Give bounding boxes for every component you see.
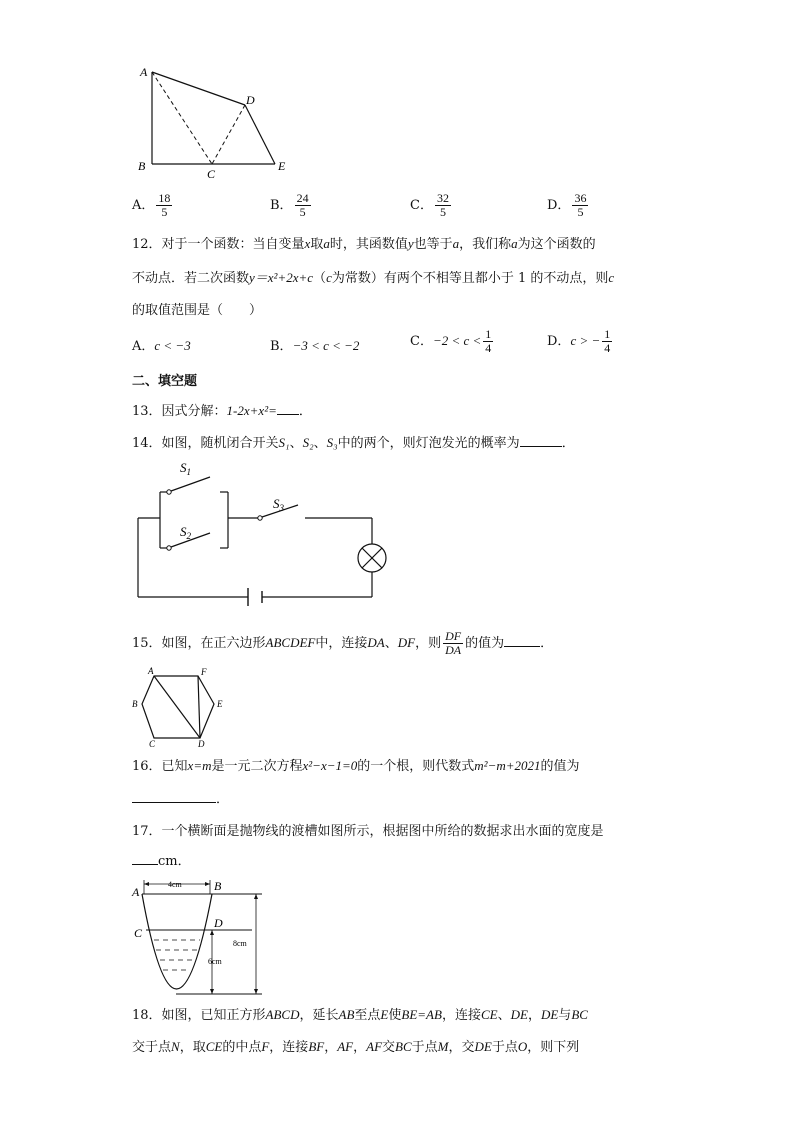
q16-line-2: ． xyxy=(132,788,229,807)
q12-line-2: 不动点．若二次函数y＝x²+2x+c（c为常数）有两个不相等且都小于 1 的不动点，则c xyxy=(132,270,615,286)
circuit-label-s2: $S_2$ xyxy=(180,524,191,541)
q16-answer-blank[interactable] xyxy=(132,790,216,803)
hex-label-b: B xyxy=(132,699,138,709)
q17-line-1: 17．一个横断面是抛物线的渡槽如图所示，根据图中所给的数据求出水面的宽度是 xyxy=(132,824,604,839)
trough-label-b: B xyxy=(214,879,222,893)
circuit-label-s1: $S_1$ xyxy=(180,460,191,477)
fig11-label-a: A xyxy=(140,65,148,79)
hex-label-d: D xyxy=(198,739,205,748)
fig11-label-e: E xyxy=(278,159,286,173)
q14-circuit-figure xyxy=(130,460,390,610)
q14-answer-blank[interactable] xyxy=(520,434,562,447)
q13-answer-blank[interactable] xyxy=(277,402,299,415)
q12-line-3: 的取值范围是（ ） xyxy=(132,303,263,318)
switch-s1-contact xyxy=(167,490,171,494)
q11-option-d: D． $\frac{36}{5}$ xyxy=(547,191,587,219)
q11-option-b: B． $\frac{24}{5}$ xyxy=(270,191,309,219)
q17-answer-blank[interactable] xyxy=(132,852,158,865)
q13-text: 13．因式分解：1-2x+x²= ． xyxy=(132,403,312,419)
trough-label-a: A xyxy=(132,885,140,899)
switch-s2-contact xyxy=(167,546,171,550)
hex-label-f: F xyxy=(201,667,207,677)
q17-line-2: cm． xyxy=(132,850,191,869)
fig11-label-c: C xyxy=(207,167,216,181)
fig11-label-b: B xyxy=(138,159,146,173)
hex-label-a: A xyxy=(148,666,154,676)
trough-width-label: 4cm xyxy=(168,880,182,889)
q11-figure xyxy=(130,62,300,182)
q18-line-2: 交于点N，取CE的中点F，连接BF，AF，AF交BC于点M，交DE于点O，则下列 xyxy=(132,1039,580,1055)
hex-label-c: C xyxy=(149,739,156,748)
q15-hexagon-figure xyxy=(130,666,230,748)
trough-label-c: C xyxy=(134,926,143,940)
circuit-label-s3: $S_3$ xyxy=(273,496,284,513)
q18-line-1: 18．如图，已知正方形ABCD，延长AB至点E使BE=AB，连接CE、DE，DE与BC xyxy=(132,1007,588,1023)
q12-line-1: 12．对于一个函数：当自变量x取a时，其函数值y也等于a，我们称a为这个函数的 xyxy=(132,236,596,252)
trough-depth-label: 6cm xyxy=(208,957,222,966)
trough-label-d: D xyxy=(214,916,223,930)
q16-line-1: 16．已知x=m是一元二次方程x²−x−1=0的一个根，则代数式m²−m+2021的值为 xyxy=(132,758,580,774)
q12-option-b: B．−3 < c < −2 xyxy=(270,338,360,354)
hex-label-e: E xyxy=(217,699,223,709)
q12-option-c: C．−2 < c < $\frac{1}{4}$ xyxy=(410,327,492,355)
fig11-label-d: D xyxy=(246,93,255,107)
q11-option-a: A． $\frac{18}{5}$ xyxy=(132,191,171,219)
switch-s3-contact xyxy=(258,516,262,520)
q15-answer-blank[interactable] xyxy=(504,634,540,647)
q14-text: 14．如图，随机闭合开关S₁、S₂、S₃中的两个，则灯泡发光的概率为 ． xyxy=(132,435,575,451)
q11-option-c: C． $\frac{32}{5}$ xyxy=(410,191,449,219)
q12-option-a: A．c < −3 xyxy=(132,338,191,354)
q17-trough-figure xyxy=(130,874,275,1002)
section-title-fill-in: 二、填空题 xyxy=(132,374,198,389)
q12-option-d: D．c > − $\frac{1}{4}$ xyxy=(547,327,611,355)
trough-height-label: 8cm xyxy=(233,939,247,948)
q15-text: 15．如图，在正六边形ABCDEF中，连接DA、DF，则 $\frac{DF}{DA}$ 的值为 ． xyxy=(132,629,554,657)
